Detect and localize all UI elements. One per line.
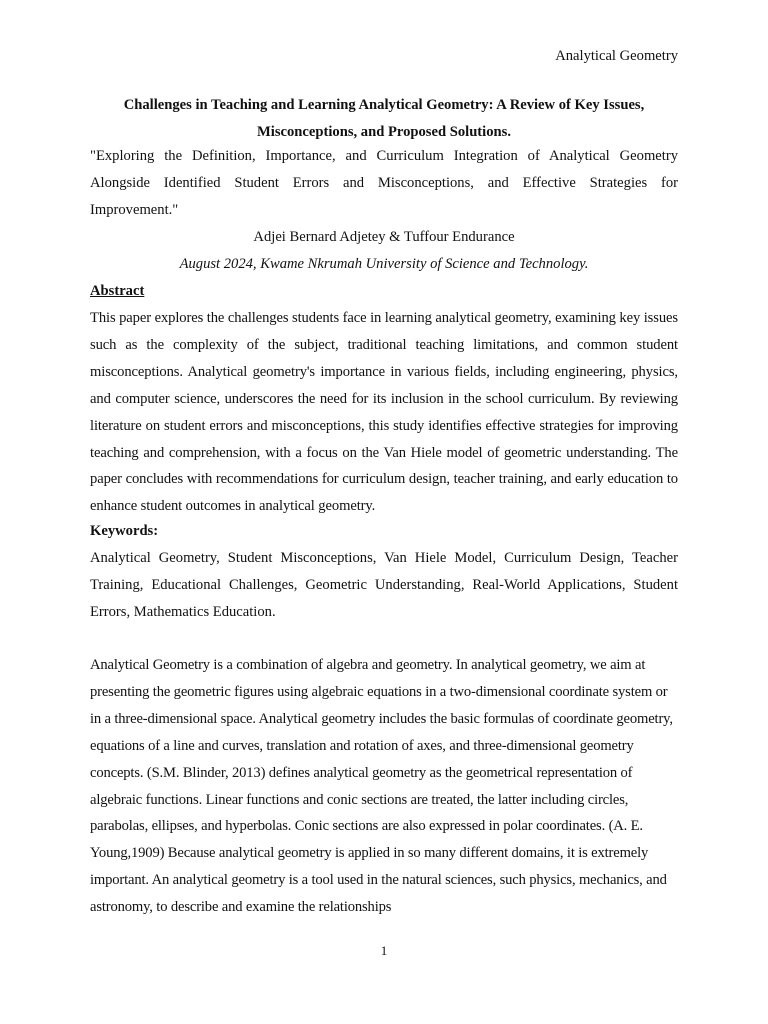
abstract-heading: Abstract [90, 283, 145, 299]
keywords-text: Analytical Geometry, Student Misconceptions, Van Hiele Model, Curriculum Design, Teacher Training, Educational Challenges, Geometric Understanding, Real-World Applications, Student Errors, Mathematics Education. [90, 550, 678, 620]
paper-subtitle: "Exploring the Definition, Importance, and Curriculum Integration of Analytical Geometry Alongside Identified Student Errors and Misconceptions, and Effective Strategies for Improvement." [90, 148, 678, 218]
page-number: 1 [380, 943, 388, 958]
paper-title: Challenges in Teaching and Learning Analytical Geometry: A Review of Key Issues, Misconceptions, and Proposed Solutions. [123, 97, 645, 140]
body-paragraph: Analytical Geometry is a combination of algebra and geometry. In analytical geometry, we aim at presenting the geometric figures using algebraic equations in a two-dimensional coordinate system or in a three-dimensional space. Analytical geometry includes the basic formulas of coordinate geometry, equations of a line and curves, translation and rotation of axes, and three-dimensional geometry concepts. (S.M. Blinder, 2013) defines analytical geometry as the geometrical representation of algebraic functions. Linear functions and conic sections are treated, the latter including circles, parabolas, ellipses, and hyperbolas. Conic sections are also expressed in polar coordinates. (A. E. Young,1909) Because analytical geometry is applied in so many different domains, it is extremely important. An analytical geometry is a tool used in the natural sciences, such physics, mechanics, and astronomy, to describe and examine the relationships [90, 657, 673, 916]
abstract-text: This paper explores the challenges students face in learning analytical geometry, examining key issues such as the complexity of the subject, traditional teaching limitations, and common student misconceptions. Analytical geometry's importance in various fields, including engineering, physics, and computer science, underscores the need for its inclusion in the school curriculum. By reviewing literature on student errors and misconceptions, this study identifies effective strategies for improving teaching and comprehension, with a focus on the Van Hiele model of geometric understanding. The paper concludes with recommendations for curriculum design, teacher training, and early education to enhance student outcomes in analytical geometry. [90, 310, 678, 515]
paper-authors: Adjei Bernard Adjetey & Tuffour Endurance [253, 229, 515, 245]
paper-affiliation: August 2024, Kwame Nkrumah University of Science and Technology. [179, 256, 589, 272]
keywords-heading: Keywords: [90, 523, 159, 539]
running-header: Analytical Geometry [555, 48, 678, 64]
